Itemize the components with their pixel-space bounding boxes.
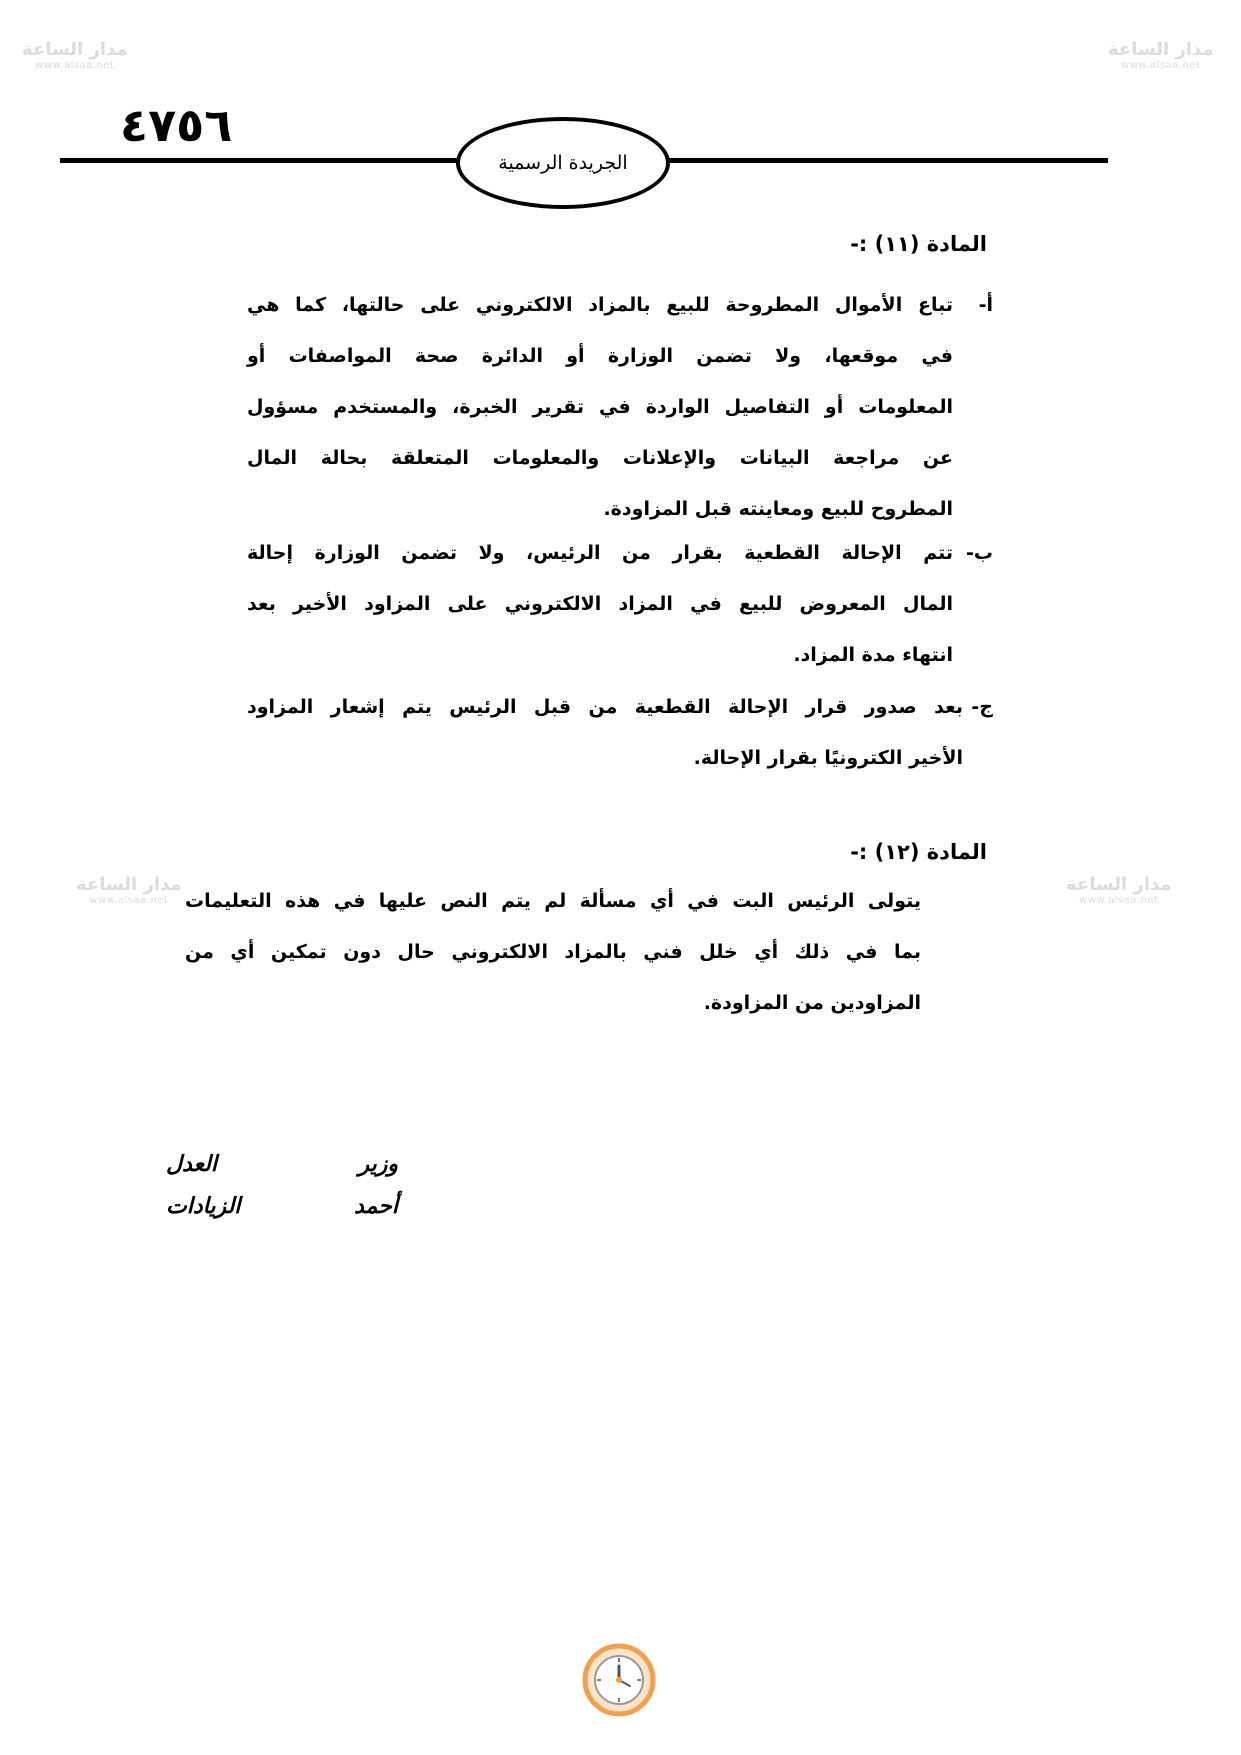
article-11-heading: المادة (١١) :-	[850, 232, 987, 256]
clause-body	[247, 528, 953, 681]
clause-line: انتهاء مدة المزاد.	[793, 644, 953, 666]
clause-line: المال المعروض للبيع في المزاد الالكتروني على المزاود الأخير بعد	[247, 593, 953, 615]
watermark-middle-left	[76, 875, 182, 906]
clause-marker: ج-	[971, 696, 993, 718]
watermark-title: مدار الساعة	[76, 874, 182, 895]
watermark-url: www.alsaa.net	[89, 894, 169, 906]
clause-line: المعلومات أو التفاصيل الواردة في تقرير الخبرة، والمستخدم مسؤول	[247, 396, 953, 418]
article-line: بما في ذلك أي خلل فني بالمزاد الالكتروني حال دون تمكين أي من	[185, 941, 921, 963]
signature-title: وزير العدل	[166, 1152, 398, 1177]
clause-line: الأخير الكترونيًا بقرار الإحالة.	[693, 747, 963, 769]
gazette-title-oval	[456, 117, 670, 209]
clause-line: تتم الإحالة القطعية بقرار من الرئيس، ولا تضمن الوزارة إحالة	[247, 542, 953, 564]
clause-line: عن مراجعة البيانات والإعلانات والمعلومات المتعلقة بحالة المال	[247, 447, 953, 469]
watermark-url: www.alsaa.net	[1121, 59, 1201, 71]
watermark-title: مدار الساعة	[1066, 874, 1172, 895]
clause-line: في موقعها، ولا تضمن الوزارة أو الدائرة صحة المواصفات أو	[247, 345, 953, 367]
clause-line: بعد صدور قرار الإحالة القطعية من قبل الرئيس يتم إشعار المزاود	[247, 696, 963, 718]
page-number: ٤٧٥٦	[120, 98, 233, 152]
clause-body	[247, 280, 953, 535]
footer-logo	[582, 1643, 656, 1717]
article-12-body	[185, 876, 921, 1029]
article-12-heading: المادة (١٢) :-	[850, 840, 987, 864]
watermark-top-right	[1108, 40, 1214, 71]
clause-marker: ب-	[966, 542, 993, 564]
clause-marker: أ-	[978, 294, 993, 316]
signature-name: أحمد الزيادات	[166, 1194, 398, 1219]
article-line: يتولى الرئيس البت في أي مسألة لم يتم النص عليها في هذه التعليمات	[185, 890, 921, 912]
watermark-title: مدار الساعة	[22, 39, 128, 60]
clause-body	[247, 682, 963, 784]
watermark-title: مدار الساعة	[1108, 39, 1214, 60]
article-line: المزاودين من المزاودة.	[703, 992, 921, 1014]
clause-line: المطروح للبيع ومعاينته قبل المزاودة.	[603, 498, 953, 520]
watermark-top-left	[22, 40, 128, 71]
clause-line: تباع الأموال المطروحة للبيع بالمزاد الالكتروني على حالتها، كما هي	[247, 294, 953, 316]
watermark-url: www.alsaa.net	[35, 59, 115, 71]
watermark-middle-right	[1066, 875, 1172, 906]
clock-icon	[582, 1643, 656, 1717]
gazette-title: الجريدة الرسمية	[498, 152, 628, 174]
watermark-url: www.alsaa.net	[1079, 894, 1159, 906]
